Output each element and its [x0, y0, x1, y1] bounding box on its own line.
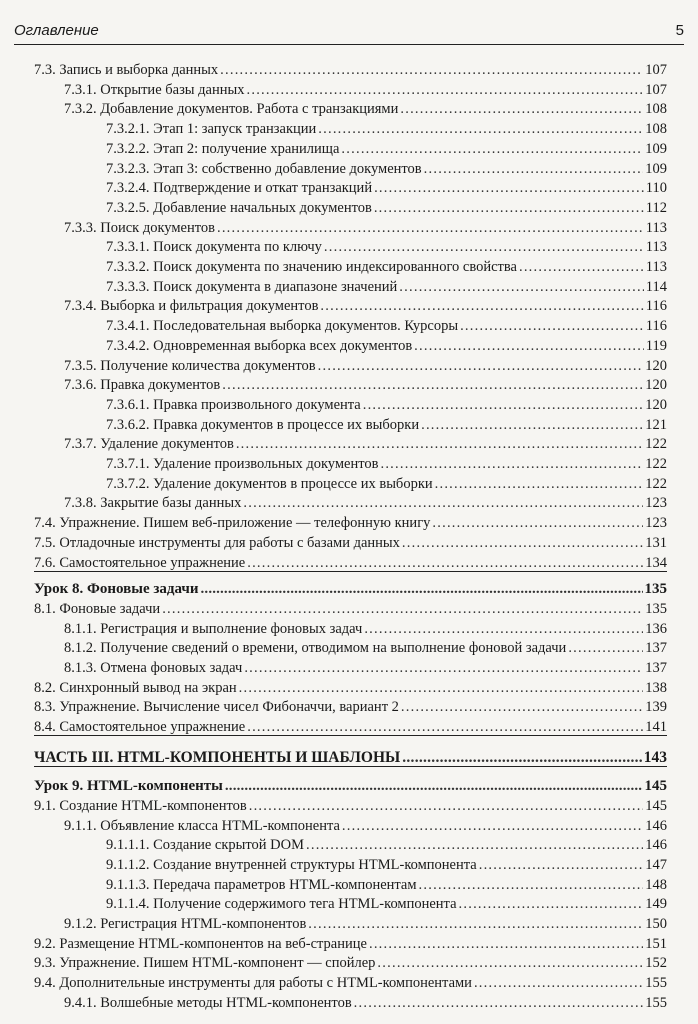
dot-leader	[220, 62, 643, 79]
toc-entry	[34, 535, 667, 552]
dot-leader	[374, 180, 644, 197]
toc-entry	[106, 200, 667, 217]
toc-entry-page: 131	[645, 535, 667, 551]
toc-entry	[106, 161, 667, 178]
dot-leader	[568, 640, 643, 657]
toc-entry-page: 122	[645, 436, 667, 452]
toc-entry-title: 8.1.2. Получение сведений о времени, отводимом на выполнение фоновой задачи	[64, 640, 567, 656]
toc-entry-title: 7.3.5. Получение количества документов	[64, 358, 316, 374]
dot-leader	[244, 660, 643, 677]
toc-entry	[34, 719, 667, 736]
toc-entry-page: 150	[645, 916, 667, 932]
toc-entry	[106, 857, 667, 874]
dot-leader	[374, 200, 644, 217]
dot-leader	[364, 621, 643, 638]
toc-entry	[64, 298, 667, 315]
toc-chapter-entry	[34, 581, 667, 598]
toc-entry-title: 7.5. Отладочные инструменты для работы с базами данных	[34, 535, 400, 551]
toc-entry-page: 112	[645, 200, 667, 216]
toc-entry	[64, 377, 667, 394]
toc-entry	[106, 121, 667, 138]
toc-entry	[106, 239, 667, 256]
dot-leader	[399, 279, 643, 296]
toc-entry	[106, 141, 667, 158]
toc-entry-title: 7.3.8. Закрытие базы данных	[64, 495, 242, 511]
toc-entry	[34, 699, 667, 716]
dot-leader	[162, 601, 643, 618]
toc-entry	[34, 62, 667, 79]
toc-entry-title: 7.3.4.2. Одновременная выборка всех документов	[106, 338, 413, 354]
toc-entry-page: 108	[645, 121, 667, 137]
toc-entry-page: 109	[645, 141, 667, 157]
toc-entry-page: 146	[645, 837, 667, 853]
toc-entry-page: 152	[645, 955, 667, 971]
dot-leader	[342, 818, 643, 835]
running-title: Оглавление	[14, 22, 99, 39]
toc-entry-page: 113	[645, 220, 667, 236]
toc-entry	[64, 495, 667, 512]
toc-entry	[64, 82, 667, 99]
toc-entry-page: 107	[645, 62, 667, 78]
toc-entry-page: 113	[645, 259, 667, 275]
toc-entry-title: 7.3.3.2. Поиск документа по значению индексированного свойства	[106, 259, 517, 275]
toc-entry-title: 9.1.1. Объявление класса HTML-компонента	[64, 818, 340, 834]
toc-entry	[106, 338, 667, 355]
toc-entry-title: 9.4.1. Волшебные методы HTML-компонентов	[64, 995, 352, 1011]
toc-entry-title: 7.3.3.1. Поиск документа по ключу	[106, 239, 322, 255]
toc-entry-page: 107	[645, 82, 667, 98]
section-divider	[34, 735, 667, 736]
toc-entry-title: 7.3.7.2. Удаление документов в процессе их выборки	[106, 476, 433, 492]
toc-entry	[34, 601, 667, 618]
dot-leader	[320, 298, 643, 315]
toc-entry	[106, 877, 667, 894]
page-number: 5	[675, 22, 684, 39]
toc-entry	[64, 436, 667, 453]
dot-leader	[400, 101, 643, 118]
toc-entry-title: 7.3.2.2. Этап 2: получение хранилища	[106, 141, 340, 157]
dot-leader	[363, 397, 644, 414]
toc-entry-title: 7.3.6.2. Правка документов в процессе их выборки	[106, 417, 420, 433]
toc-entry-page: 151	[645, 936, 667, 952]
toc-entry-page: 110	[645, 180, 667, 196]
toc-entry-page: 122	[645, 456, 667, 472]
toc-entry-page: 136	[645, 621, 667, 637]
toc-entry	[106, 456, 667, 473]
toc-entry	[64, 621, 667, 638]
toc-entry-title: 7.3.3. Поиск документов	[64, 220, 215, 236]
toc-entry-title: 7.3.7. Удаление документов	[64, 436, 234, 452]
toc-entry-page: 145	[644, 778, 667, 794]
toc-entry-title: 8.3. Упражнение. Вычисление чисел Фибоначчи, вариант 2	[34, 699, 399, 715]
toc-entry-title: 9.1.1.1. Создание скрытой DOM	[106, 837, 304, 853]
dot-leader	[432, 515, 643, 532]
toc-entry-page: 148	[645, 877, 667, 893]
toc-entry-title: 8.1.1. Регистрация и выполнение фоновых задач	[64, 621, 363, 637]
toc-entry-page: 120	[645, 397, 667, 413]
toc-entry-page: 137	[645, 640, 667, 656]
toc-entry-title: 8.1. Фоновые задачи	[34, 601, 161, 617]
toc-entry-title: 9.1.1.4. Получение содержимого тега HTML-компонента	[106, 896, 457, 912]
toc-entry-title: 7.3.1. Открытие базы данных	[64, 82, 245, 98]
dot-leader	[419, 877, 644, 894]
toc-entry	[64, 101, 667, 118]
dot-leader	[308, 916, 643, 933]
toc-entry	[34, 515, 667, 532]
toc-entry	[106, 318, 667, 335]
toc-entry-page: 137	[645, 660, 667, 676]
toc-entry-page: 108	[645, 101, 667, 117]
toc-chapter-entry	[34, 778, 667, 795]
toc-entry-page: 147	[645, 857, 667, 873]
toc-entry-title: Урок 9. HTML-компоненты	[34, 778, 223, 794]
toc-entry-page: 143	[643, 749, 667, 766]
toc-entry-title: 7.3.2.4. Подтверждение и откат транзакций	[106, 180, 373, 196]
dot-leader	[201, 581, 643, 598]
dot-leader	[519, 259, 644, 276]
toc-entry-title: 9.4. Дополнительные инструменты для работы с HTML-компонентами	[34, 975, 472, 991]
toc-entry-page: 155	[645, 995, 667, 1011]
dot-leader	[369, 936, 643, 953]
toc-entry	[64, 660, 667, 677]
dot-leader	[222, 377, 643, 394]
toc-entry	[64, 640, 667, 657]
dot-leader	[247, 719, 643, 736]
toc-entry-page: 149	[645, 896, 667, 912]
dot-leader	[421, 417, 643, 434]
dot-leader	[247, 82, 644, 99]
toc-entry	[106, 279, 667, 296]
toc-entry-title: 9.2. Размещение HTML-компонентов на веб-странице	[34, 936, 367, 952]
toc-entry	[106, 476, 667, 493]
toc-entry-title: 7.3.2.3. Этап 3: собственно добавление документов	[106, 161, 422, 177]
toc-entry-page: 138	[645, 680, 667, 696]
toc-entry	[106, 417, 667, 434]
dot-leader	[414, 338, 644, 355]
toc-entry-title: 7.3.2.5. Добавление начальных документов	[106, 200, 372, 216]
toc-part-entry	[34, 749, 667, 766]
dot-leader	[324, 239, 644, 256]
toc-entry-title: 7.3.4. Выборка и фильтрация документов	[64, 298, 319, 314]
toc-entry-title: 7.3. Запись и выборка данных	[34, 62, 219, 78]
toc-entry-title: 9.3. Упражнение. Пишем HTML-компонент — спойлер	[34, 955, 376, 971]
toc-entry	[34, 955, 667, 972]
toc-entry-title: 9.1.1.3. Передача параметров HTML-компонентам	[106, 877, 417, 893]
toc-entry-title: 7.3.6.1. Правка произвольного документа	[106, 397, 361, 413]
dot-leader	[225, 778, 643, 795]
toc-entry-title: 7.3.3.3. Поиск документа в диапазоне значений	[106, 279, 398, 295]
toc-entry-page: 116	[645, 318, 667, 334]
dot-leader	[243, 495, 643, 512]
toc-entry	[106, 837, 667, 854]
dot-leader	[217, 220, 644, 237]
toc-entry-page: 145	[645, 798, 667, 814]
dot-leader	[424, 161, 644, 178]
toc-entry-title: 7.6. Самостоятельное упражнение	[34, 555, 246, 571]
dot-leader	[306, 837, 643, 854]
dot-leader	[236, 436, 643, 453]
toc-entry-page: 121	[645, 417, 667, 433]
toc-entry-page: 122	[645, 476, 667, 492]
toc-entry-title: 9.1. Создание HTML-компонентов	[34, 798, 247, 814]
toc-entry	[34, 798, 667, 815]
dot-leader	[380, 456, 643, 473]
toc-entry-page: 120	[645, 358, 667, 374]
toc-entry	[106, 259, 667, 276]
dot-leader	[318, 358, 644, 375]
dot-leader	[341, 141, 643, 158]
toc-entry-page: 120	[645, 377, 667, 393]
dot-leader	[460, 318, 644, 335]
toc-entry	[64, 916, 667, 933]
section-divider	[34, 766, 667, 767]
toc-entry-page: 146	[645, 818, 667, 834]
dot-leader	[354, 995, 644, 1012]
toc-entry	[34, 555, 667, 572]
dot-leader	[401, 699, 643, 716]
toc-entry-page: 134	[645, 555, 667, 571]
toc-entry-title: 7.4. Упражнение. Пишем веб-приложение — телефонную книгу	[34, 515, 431, 531]
dot-leader	[239, 680, 644, 697]
toc-entry-title: 7.3.4.1. Последовательная выборка документов. Курсоры	[106, 318, 459, 334]
toc-entry	[34, 936, 667, 953]
dot-leader	[402, 749, 642, 766]
dot-leader	[249, 798, 644, 815]
toc-entry	[106, 180, 667, 197]
toc-entry	[34, 975, 667, 992]
toc-entry-page: 123	[645, 515, 667, 531]
toc-entry-page: 113	[645, 239, 667, 255]
toc-entry-page: 114	[645, 279, 667, 295]
toc-entry	[106, 397, 667, 414]
toc-entry-title: 9.1.2. Регистрация HTML-компонентов	[64, 916, 307, 932]
toc-entry	[106, 896, 667, 913]
toc-entry-title: 7.3.7.1. Удаление произвольных документов	[106, 456, 379, 472]
dot-leader	[435, 476, 644, 493]
toc-entry-page: 139	[645, 699, 667, 715]
toc-entry-title: 8.1.3. Отмена фоновых задач	[64, 660, 243, 676]
toc-entry-page: 135	[644, 581, 667, 597]
dot-leader	[474, 975, 643, 992]
toc-entry-page: 119	[645, 338, 667, 354]
toc-entry	[64, 220, 667, 237]
toc-entry-title: 7.3.6. Правка документов	[64, 377, 221, 393]
toc-entry-page: 135	[645, 601, 667, 617]
toc-entry-title: 7.3.2.1. Этап 1: запуск транзакции	[106, 121, 317, 137]
toc-entry-page: 109	[645, 161, 667, 177]
toc-entry-title: 9.1.1.2. Создание внутренней структуры HTML-компонента	[106, 857, 477, 873]
dot-leader	[479, 857, 644, 874]
toc-entry	[64, 818, 667, 835]
toc-entry	[64, 995, 667, 1012]
toc-entry-page: 116	[645, 298, 667, 314]
toc-entry-title: 8.4. Самостоятельное упражнение	[34, 719, 246, 735]
toc-entry-title: 7.3.2. Добавление документов. Работа с транзакциями	[64, 101, 399, 117]
toc-entry-page: 155	[645, 975, 667, 991]
toc-entry-title: ЧАСТЬ III. HTML-КОМПОНЕНТЫ И ШАБЛОНЫ	[34, 749, 401, 766]
dot-leader	[402, 535, 643, 552]
dot-leader	[318, 121, 643, 138]
toc-entry	[34, 680, 667, 697]
section-divider	[34, 571, 667, 572]
toc-entry-title: Урок 8. Фоновые задачи	[34, 581, 199, 597]
dot-leader	[459, 896, 644, 913]
dot-leader	[247, 555, 643, 572]
toc-entry-title: 8.2. Синхронный вывод на экран	[34, 680, 237, 696]
toc-entry-page: 141	[645, 719, 667, 735]
toc-entry-page: 123	[645, 495, 667, 511]
dot-leader	[377, 955, 643, 972]
toc-entry	[64, 358, 667, 375]
